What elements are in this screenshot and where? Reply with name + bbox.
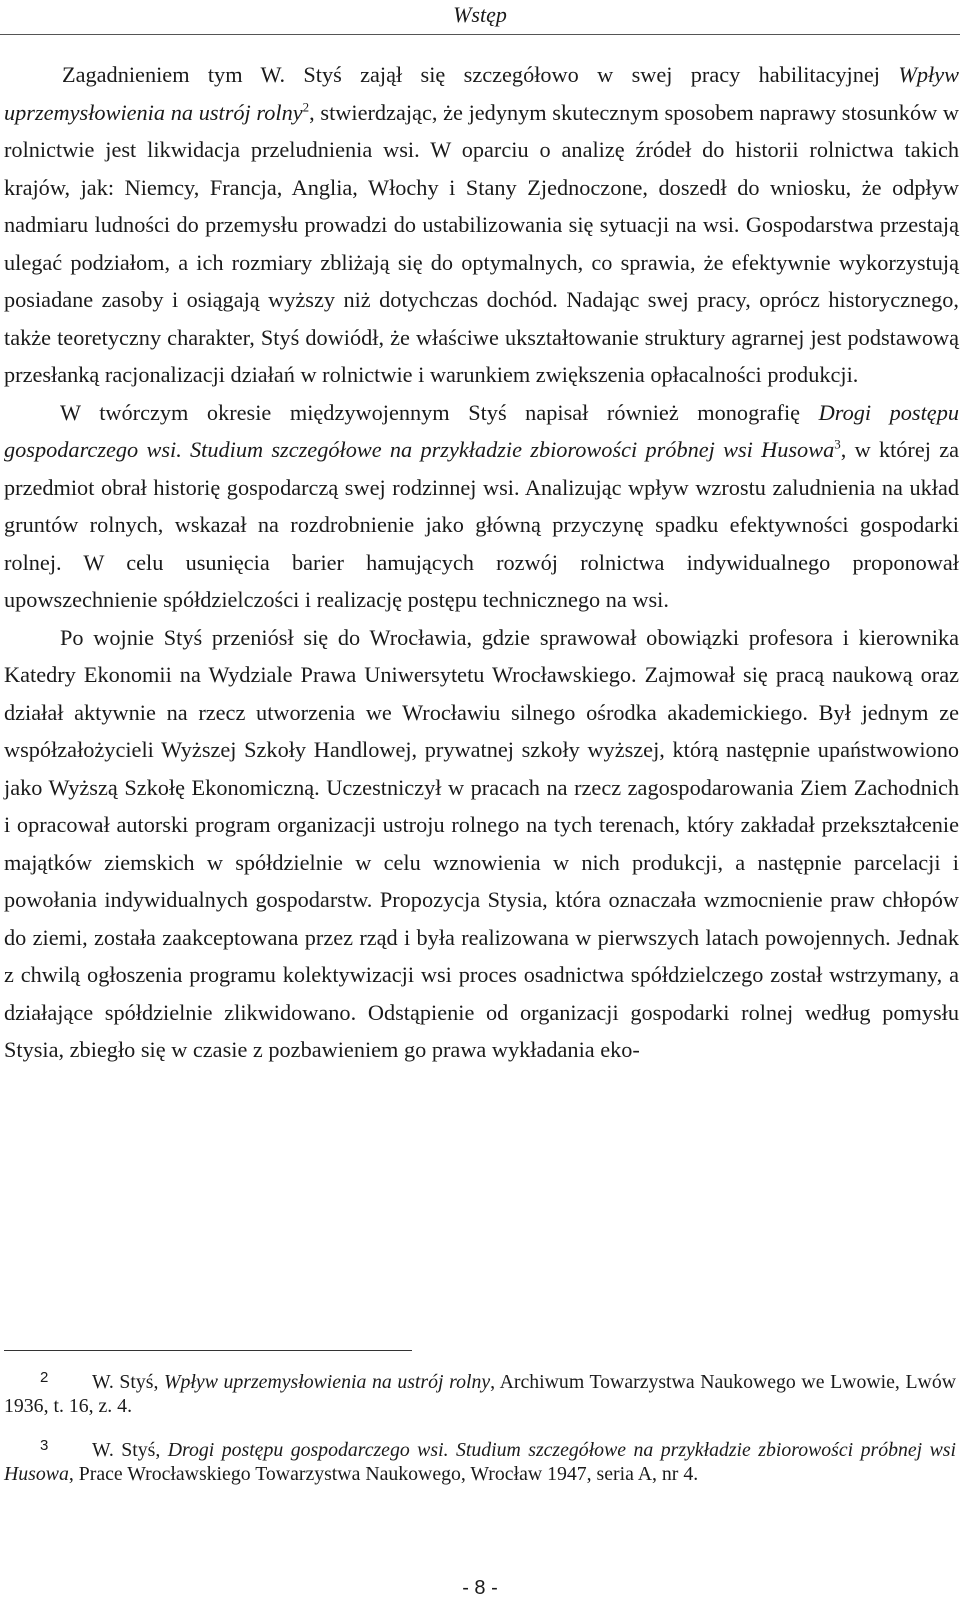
- text-run: Po wojnie Styś przeniósł się do Wrocławia, gdzie sprawował obowiązki profesora i kierownika Katedry Ekonomii na Wydziale Prawa Uniwersytetu Wrocławskiego. Zajmował się pracą naukową oraz działał aktywnie na rzecz utworzenia we Wrocławiu silnego ośrodka akademickiego. Był jednym ze współzałożycieli Wyższej Szkoły Handlowej, prywatnej szkoły wyższej, którą następnie upaństwowiono jako Wyższą Szkołę Ekonomiczną. Uczestniczył w pracach na rzecz zagospodarowania Ziem Zachodnich i opracował autorski program organizacji ustroju rolnego na tych terenach, który zakładał przekształcenie majątków ziemskich w spółdzielnie w celu wznowienia w nich produkcji, a następnie parcelacji i powołania indywidualnych gospodarstw. Propozycja Stysia, która oznaczała wzmocnienie praw chłopów do ziemi, została zaakceptowana przez rząd i była realizowana w pierwszych latach powojennych. Jednak z chwilą ogłoszenia programu kolektywizacji wsi proces osadnictwa spółdzielczego został wstrzymany, a działające spółdzielnie zlikwidowano. Odstąpienie od organizacji gospodarki rolnej według pomysłu Stysia, zbiegło się w czasie z pozbawieniem go prawa wykładania eko-: [4, 624, 959, 1062]
- text-run: , Archiwum Towarzystwa Naukowego we Lwowie, Lwów 1936, t. 16, z. 4.: [4, 1371, 956, 1417]
- paragraph: [4, 394, 959, 619]
- text-run: W. Styś,: [92, 1371, 165, 1393]
- text-run: , Prace Wrocławskiego Towarzystwa Naukowego, Wrocław 1947, seria A, nr 4.: [68, 1463, 699, 1485]
- text-run: , w której za przedmiot obrał historię gospodarczą swej rodzinnej wsi. Analizując wpływ wzrostu zaludnienia na układ gruntów rolnych, wskazał na rozdrobnienie jako główną przyczynę spadku efektywności gospodarki rolnej. W celu usunięcia barier hamujących rozwój rolnictwa indywidualnego proponował upowszechnienie spółdzielczości i realizację postępu technicznego na wsi.: [4, 437, 960, 612]
- italic-title: Wpływ uprzemysłowienia na ustrój rolny: [164, 1371, 491, 1393]
- footnote-ref: 2: [302, 99, 310, 115]
- text-run: W twórczym okresie międzywojennym Styś napisał również monografię: [60, 399, 819, 425]
- running-header: [0, 0, 960, 35]
- footnote-separator: [4, 1350, 412, 1351]
- running-header-title: Wstęp: [453, 2, 507, 27]
- text-run: , stwierdzając, że jedynym skutecznym sposobem naprawy stosunków w rolnictwie jest likwidacja przeludnienia wsi. W oparciu o analizę źródeł do historii rolnictwa takich krajów, jak: Niemcy, Francja, Anglia, Włochy i Stany Zjednoczone, doszedł do wniosku, że odpływ nadmiaru ludności do przemysłu prowadzi do ustabilizowania się sytuacji na wsi. Gospodarstwa przestają ulegać podziałom, a ich rozmiary zbliżają się do optymalnych, co sprawia, że efektywnie wykorzystują posiadane zasoby i osiągają wyższy niż dotychczas dochód. Nadając swej pracy, oprócz historycznego, także teoretyczny charakter, Styś dowiódł, że właściwe ukształtowanie struktury agrarnej jest podstawową przesłanką racjonalizacji działań w rolnictwie i warunkiem zwiększenia opłacalności produkcji.: [4, 99, 959, 387]
- text-run: Zagadnieniem tym W. Styś zajął się szczegółowo w swej pracy habilitacyjnej: [62, 62, 899, 87]
- footnote-number: 2: [40, 1369, 49, 1386]
- footnote: [4, 1366, 956, 1418]
- text-run: W. Styś,: [92, 1439, 168, 1461]
- italic-title: Wpływ uprzemysłowienia na ustrój rolny: [4, 62, 959, 125]
- paragraph: [4, 619, 959, 1069]
- body-text: [4, 56, 959, 1069]
- page-number: - 8 -: [462, 1577, 498, 1599]
- paragraph: [4, 56, 959, 394]
- footnote-number: 3: [40, 1437, 49, 1454]
- footnote-ref: 3: [834, 436, 841, 452]
- italic-title: Drogi postępu gospodarczego wsi. Studium szczegółowe na przykładzie zbiorowości próbnej wsi Husowa: [4, 399, 959, 462]
- footnotes: [4, 1366, 956, 1502]
- italic-title: Drogi postępu gospodarczego wsi. Studium szczegółowe na przykładzie zbiorowości próbnej wsi Husowa: [4, 1439, 956, 1485]
- footnote: [4, 1434, 956, 1486]
